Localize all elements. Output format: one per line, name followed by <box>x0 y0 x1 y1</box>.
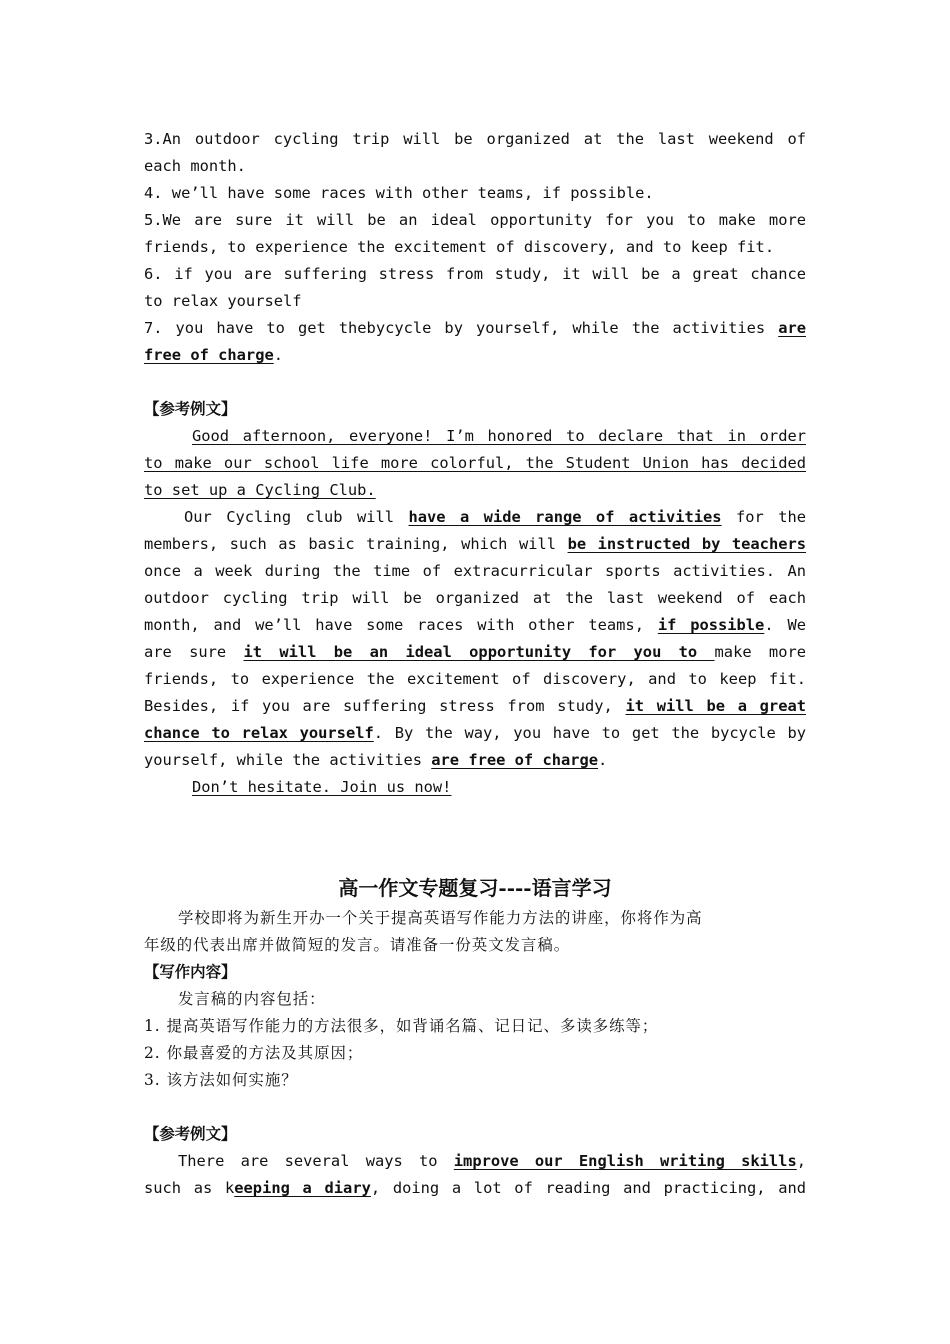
text: , <box>796 1152 806 1170</box>
sample1-line-6 <box>144 639 806 666</box>
text: members, such as basic training, which will <box>144 535 568 553</box>
sample1-line-1 <box>144 504 806 531</box>
sample-heading-1: 【参考例文】 <box>144 400 237 418</box>
point-6-line-1: 6. if you are suffering stress from study, it will be a great chance <box>144 265 806 283</box>
point-3-line-1: 3.An outdoor cycling trip will be organized at the last weekend of <box>144 130 806 148</box>
document-body <box>144 126 806 1202</box>
point-4: 4. we’ll have some races with other teams, if possible. <box>144 184 654 202</box>
point-7-line-2 <box>144 342 806 369</box>
point-7-text: 7. you have to get thebycycle by yourself, while the activities <box>144 319 779 337</box>
point-3-line-2: each month. <box>144 157 246 175</box>
underlined-phrase: are free of charge <box>431 751 599 769</box>
text: Our Cycling club will <box>184 508 409 526</box>
sample1-line-9 <box>144 720 806 747</box>
sample-heading-2: 【参考例文】 <box>144 1125 237 1143</box>
sample1-line-10 <box>144 747 806 774</box>
sample1-line-7: friends, to experience the excitement of discovery, and to keep fit. <box>144 670 806 688</box>
text: . By the way, you have to get the bycycle by <box>373 724 806 742</box>
sample1-para1-line-1: Good afternoon, everyone! I’m honored to declare that in order <box>192 427 806 445</box>
underlined-phrase: improve our English writing skills <box>453 1152 797 1170</box>
sample1-para1-line-2: to make our school life more colorful, the Student Union has decided <box>144 454 806 472</box>
sample1-para1-line-3 <box>144 477 806 504</box>
point-5-line-2: friends, to experience the excitement of discovery, and to keep fit. <box>144 238 775 256</box>
section-title: 高一作文专题复习----语言学习 <box>338 876 612 900</box>
sample1-line-8 <box>144 693 806 720</box>
sample1-line-2 <box>144 531 806 558</box>
text: Besides, if you are suffering stress from study, <box>144 697 626 715</box>
sample1-line-5 <box>144 612 806 639</box>
content-heading: 【写作内容】 <box>144 963 237 981</box>
sample1-line-4: outdoor cycling trip will be organized at the last weekend of each <box>144 589 806 607</box>
underlined-phrase: chance to relax yourself <box>144 724 374 742</box>
text: . We <box>764 616 806 634</box>
sample1-line-3: once a week during the time of extracurricular sports activities. An <box>144 562 806 580</box>
point-7-underlined-2: free of charge <box>144 346 274 364</box>
point-7-line-1 <box>144 315 806 342</box>
sample1-closing <box>144 774 806 801</box>
underlined-phrase: it will be an ideal opportunity for you to <box>243 643 715 661</box>
text: yourself, while the activities <box>144 751 432 769</box>
closing-text: Don’t hesitate. Join us now! <box>192 778 452 796</box>
sample2-line-1 <box>144 1148 806 1175</box>
point-6-line-2: to relax yourself <box>144 292 302 310</box>
point-7-underlined: are <box>778 319 806 337</box>
text: , doing a lot of reading and practicing, and <box>370 1179 806 1197</box>
text: such as k <box>144 1179 235 1197</box>
underlined-phrase: eeping a diary <box>234 1179 371 1197</box>
text: month, and we’ll have some races with other teams, <box>144 616 658 634</box>
sample2-line-2 <box>144 1175 806 1202</box>
underlined-phrase: it will be a great <box>625 697 806 715</box>
section-intro-line-1: 学校即将为新生开办一个关于提高英语写作能力方法的讲座，你将作为高 <box>178 909 703 927</box>
point-5-line-1: 5.We are sure it will be an ideal opportunity for you to make more <box>144 211 806 229</box>
text: make more <box>714 643 806 661</box>
text: for the <box>721 508 806 526</box>
underlined-phrase: if possible <box>657 616 765 634</box>
text: There are several ways to <box>178 1152 454 1170</box>
text: . <box>598 751 608 769</box>
text: are sure <box>144 643 244 661</box>
sample1-para1-end: to set up a Cycling Club. <box>144 481 376 499</box>
underlined-phrase: be instructed by teachers <box>567 535 807 553</box>
section-intro-line-2: 年级的代表出席并做简短的发言。请准备一份英文发言稿。 <box>144 936 571 954</box>
underlined-phrase: have a wide range of activities <box>408 508 722 526</box>
content-item-3: 3. 该方法如何实施？ <box>144 1071 298 1089</box>
content-item-1: 1. 提高英语写作能力的方法很多，如背诵名篇、记日记、多读多练等； <box>144 1017 659 1035</box>
point-7-end: . <box>273 346 284 364</box>
content-item-2: 2. 你最喜爱的方法及其原因； <box>144 1044 364 1062</box>
content-lead: 发言稿的内容包括： <box>178 990 326 1008</box>
